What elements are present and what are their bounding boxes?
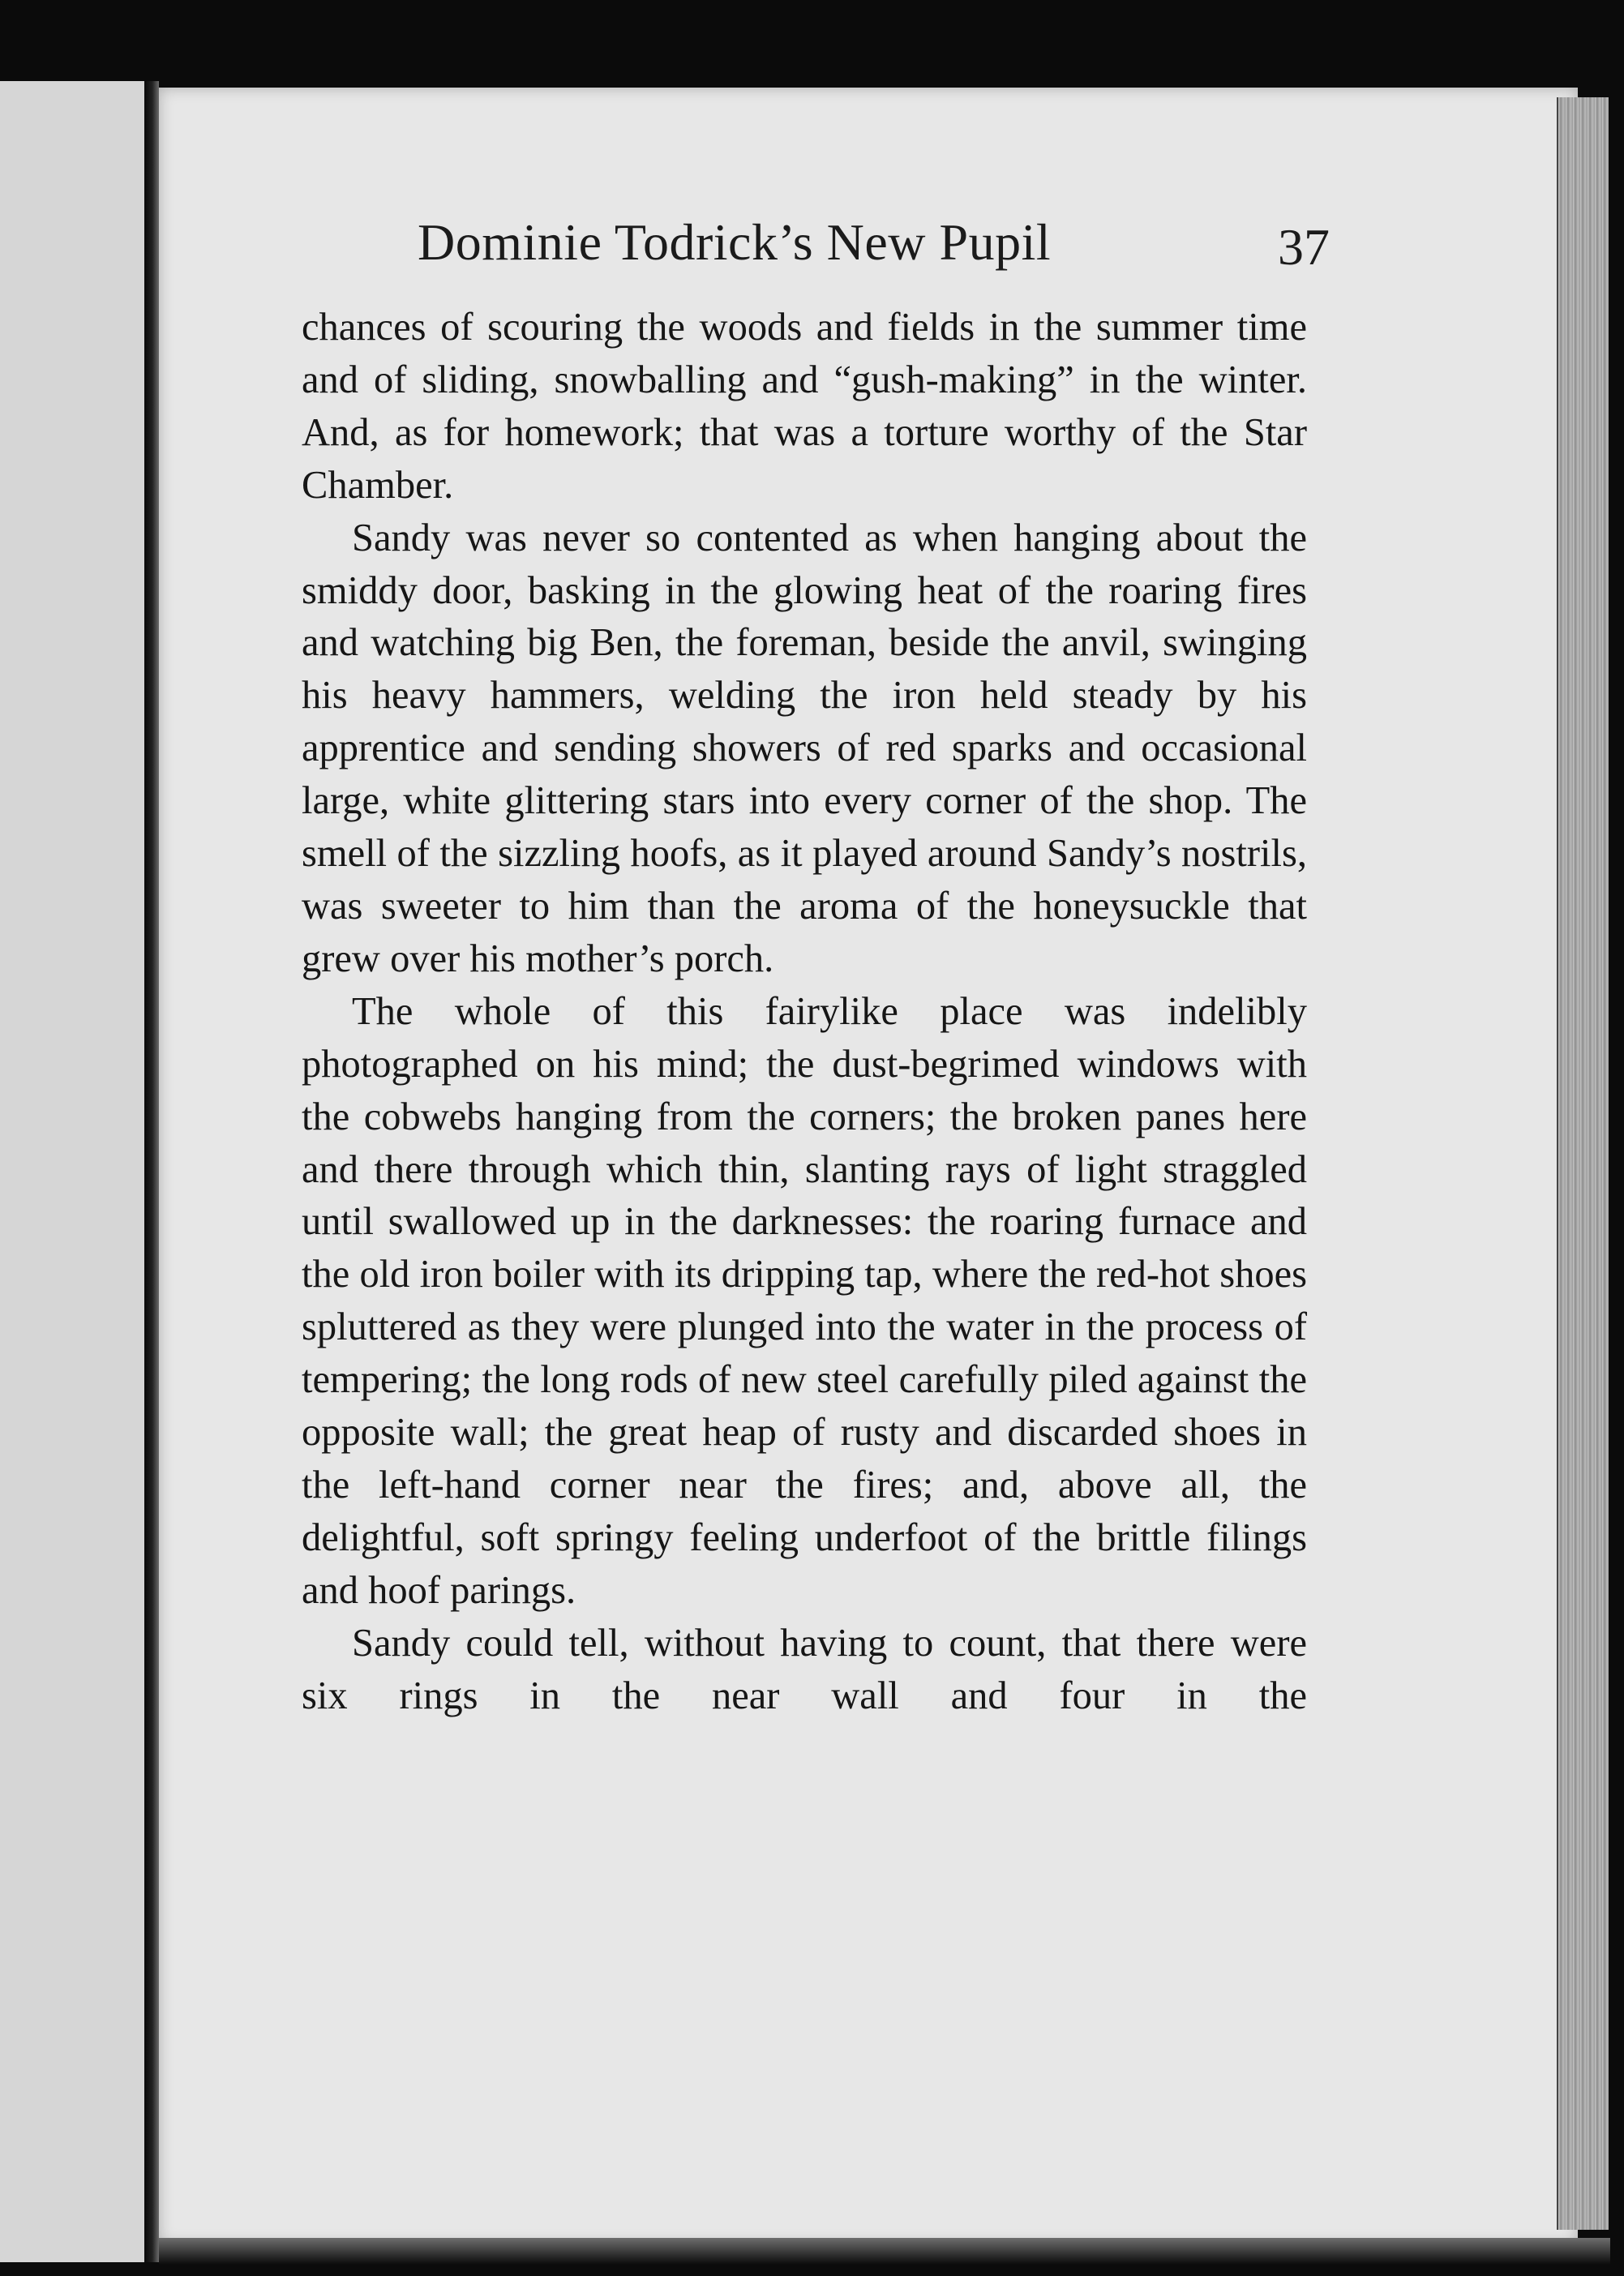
page-fore-edge <box>1557 97 1609 2230</box>
paragraph-3: The whole of this fairylike place was indelibly photographed on his mind; the dust-begrimed windows with the cobwebs hanging from the corners; the broken panes here and there through which thin, slanting rays of light straggled until swallowed up in the darknesses: the roaring furnace and the old iron boiler with its dripping tap, where the red-hot shoes spluttered as they were plunged into the water in the process of tempering; the long rods of new steel carefully piled against the opposite wall; the great heap of rusty and discarded shoes in the left-hand corner near the fires; and, above all, the delightful, soft springy feeling underfoot of the brittle filings and hoof parings. <box>302 989 1307 1612</box>
page-header <box>300 212 1330 294</box>
book-gutter <box>144 81 159 2262</box>
paragraph-1: chances of scouring the woods and fields in the summer time and of sliding, snowballing and “gush-making” in the winter. And, as for homework; that was a torture worthy of the Star Chamber. <box>302 306 1307 507</box>
bottom-shadow <box>159 2238 1610 2276</box>
left-page-edge <box>0 81 144 2262</box>
page-body-text <box>302 302 1307 1722</box>
page-number: 37 <box>1278 218 1330 276</box>
paragraph-2: Sandy was never so contented as when hanging about the smiddy door, basking in the glowing heat of the roaring fires and watching big Ben, the foreman, beside the anvil, swinging his heavy hammers, welding the iron held steady by his apprentice and sending showers of red sparks and occasional large, white glittering stars into every corner of the shop. The smell of the sizzling hoofs, as it played around Sandy’s nostrils, was sweeter to him than the aroma of the honeysuckle that grew over his mother’s porch. <box>302 516 1307 980</box>
paragraph-4: Sandy could tell, without having to count, that there were six rings in the near wall and four in the <box>302 1621 1307 1717</box>
running-title: Dominie Todrick’s New Pupil <box>418 213 1052 271</box>
